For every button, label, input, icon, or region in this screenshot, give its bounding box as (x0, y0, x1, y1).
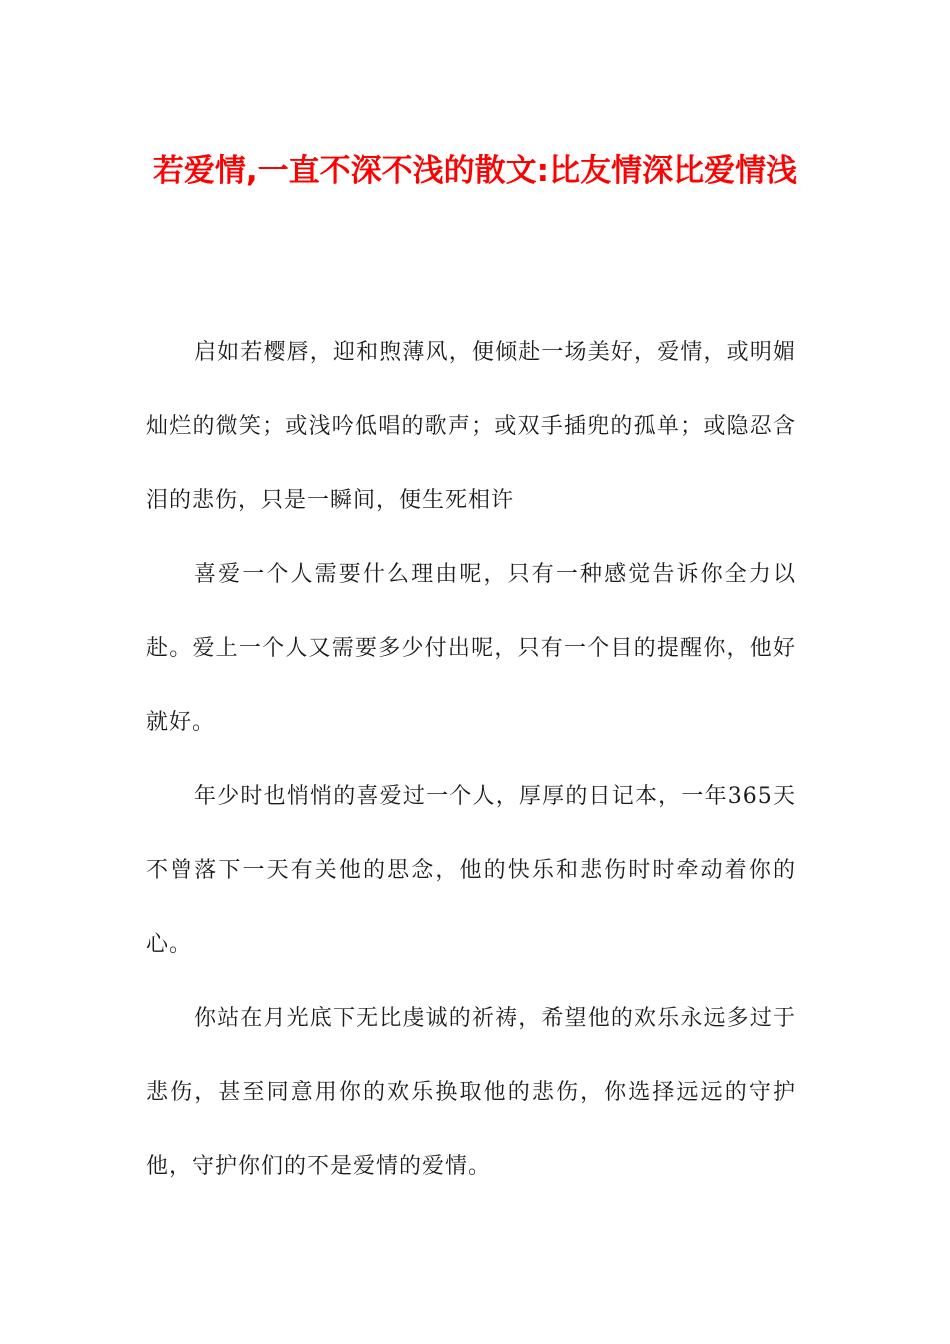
paragraph-2: 喜爱一个人需要什么理由呢，只有一种感觉告诉你全力以赴。爱上一个人又需要多少付出呢，只有一个目的提醒你，他好就好。 (146, 562, 796, 735)
paragraph-1: 启如若樱唇，迎和煦薄风，便倾赴一场美好，爱情，或明媚灿烂的微笑；或浅吟低唱的歌声；或双手插兜的孤单；或隐忍含泪的悲伤，只是一瞬间，便生死相许 (146, 340, 796, 513)
paragraph-4: 你站在月光底下无比虔诚的祈祷，希望他的欢乐永远多过于悲伤，甚至同意用你的欢乐换取他的悲伤，你选择远远的守护他，守护你们的不是爱情的爱情。 (146, 1006, 796, 1179)
paragraph-3: 年少时也悄悄的喜爱过一个人，厚厚的日记本，一年365天不曾落下一天有关他的思念，他的快乐和悲伤时时牵动着你的心。 (146, 784, 796, 957)
document-body (146, 316, 796, 1204)
document-title: 若爱情,一直不深不浅的散文:比友情深比爱情浅 (152, 153, 798, 189)
